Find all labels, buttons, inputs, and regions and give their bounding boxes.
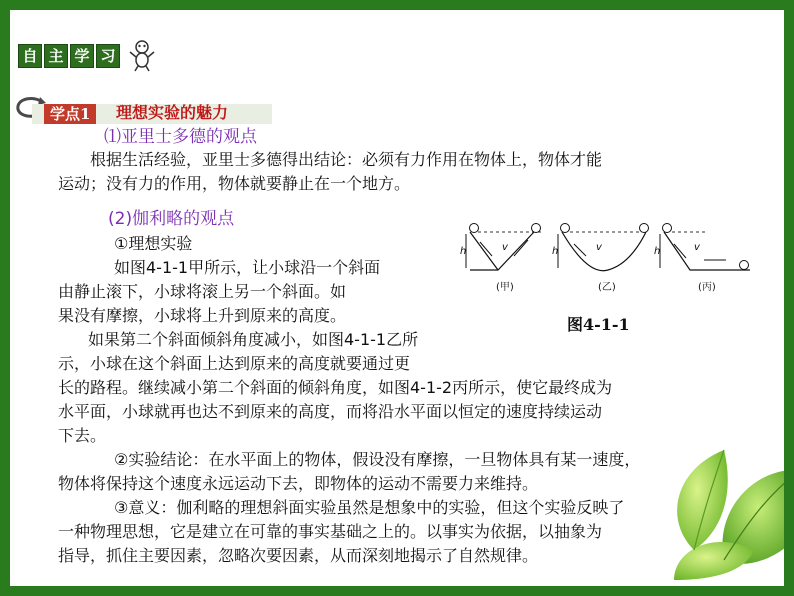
text-line: 一种物理思想，它是建立在可靠的事实基础之上的。以事实为依据，以抽象为 bbox=[58, 522, 603, 541]
text-line: 果没有摩擦，小球将上升到原来的高度。 bbox=[58, 306, 347, 325]
leaves-decoration-icon bbox=[654, 430, 784, 580]
header-tab: 学 bbox=[70, 44, 94, 68]
text-line: 由静止滚下，小球将滚上另一个斜面。如 bbox=[58, 282, 347, 301]
velocity-label: v bbox=[596, 242, 602, 253]
velocity-label: v bbox=[502, 242, 508, 253]
ideal-experiment-subheading: ①理想实验 bbox=[114, 234, 193, 253]
panel-label: (乙) bbox=[598, 282, 616, 293]
text-line: 指导，抓住主要因素，忽略次要因素，从而深刻地揭示了自然规律。 bbox=[58, 546, 539, 565]
text-line: 如图4-1-1甲所示，让小球沿一个斜面 bbox=[114, 258, 381, 277]
text-line: 根据生活经验，亚里士多德得出结论：必须有力作用在物体上，物体才能 bbox=[90, 150, 603, 169]
header-tabs bbox=[18, 44, 120, 68]
figure-caption: 图4-1-1 bbox=[567, 315, 630, 334]
text-line: 长的路程。继续减小第二个斜面的倾斜角度，如图4-1-2丙所示，使它最终成为 bbox=[58, 378, 613, 397]
mascot-icon bbox=[128, 38, 156, 72]
height-label: h bbox=[552, 246, 559, 257]
slide-content bbox=[10, 10, 784, 586]
section-header bbox=[12, 94, 274, 124]
aristotle-heading: ⑴亚里士多德的观点 bbox=[104, 127, 257, 147]
text-line: ②实验结论：在水平面上的物体，假设没有摩擦，一旦物体具有某一速度， bbox=[114, 450, 641, 469]
panel-label: (丙) bbox=[698, 282, 716, 293]
text-line: ③意义：伽利略的理想斜面实验虽然是想象中的实验，但这个实验反映了 bbox=[114, 498, 625, 517]
panel-label: (甲) bbox=[496, 282, 514, 293]
aristotle-paragraph bbox=[58, 148, 784, 196]
text-line: 如果第二个斜面倾斜角度减小，如图4-1-1乙所 bbox=[88, 330, 419, 349]
height-label: h bbox=[654, 246, 661, 257]
text-line: 运动；没有力的作用，物体就要静止在一个地方。 bbox=[58, 174, 411, 193]
header-tab: 主 bbox=[44, 44, 68, 68]
figure-panel-yi bbox=[552, 224, 649, 294]
figure-panel-bing bbox=[654, 224, 750, 294]
galileo-heading: (2)伽利略的观点 bbox=[108, 209, 235, 229]
height-label: h bbox=[460, 246, 467, 257]
section-number-badge: 学点1 bbox=[44, 104, 96, 124]
text-line: 水平面，小球就再也达不到原来的高度，而将沿水平面以恒定的速度持续运动 bbox=[58, 402, 603, 421]
figure-panel-jia bbox=[460, 224, 544, 294]
header-tab: 自 bbox=[18, 44, 42, 68]
text-line: 下去。 bbox=[58, 426, 107, 445]
velocity-label: v bbox=[694, 242, 700, 253]
incline-experiment-figure bbox=[458, 220, 758, 300]
text-line: 示，小球在这个斜面上达到原来的高度就要通过更 bbox=[58, 354, 411, 373]
section-title: 理想实验的魅力 bbox=[116, 103, 229, 122]
header-tab: 习 bbox=[96, 44, 120, 68]
text-line: 物体将保持这个速度永远运动下去，即物体的运动不需要力来维持。 bbox=[58, 474, 539, 493]
